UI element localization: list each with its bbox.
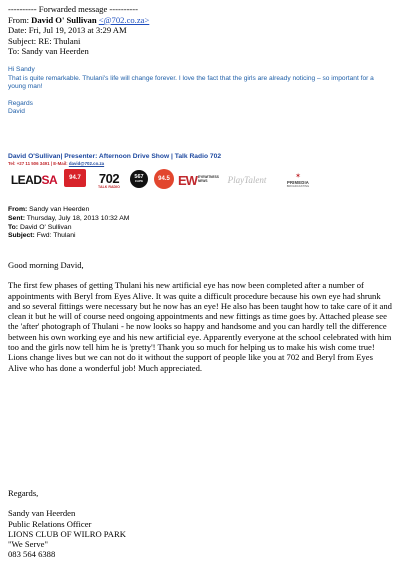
forward-to: To: Sandy van Heerden	[8, 46, 89, 57]
script-logo-text: PlayTalent	[227, 175, 267, 185]
forward-from-name: David O' Sullivan	[31, 14, 97, 25]
primedia-logo	[272, 168, 324, 192]
original-sent-line	[8, 215, 392, 224]
body-greeting: Good morning David,	[8, 260, 84, 270]
kfm-945-logo-text: 94.5	[158, 176, 170, 182]
closing-signature	[8, 488, 392, 560]
radio-947-logo-text: 94.7	[69, 175, 81, 181]
closing-role: Public Relations Officer	[8, 518, 92, 529]
kfm-945-logo	[154, 169, 174, 189]
original-subject-line	[8, 232, 392, 241]
eyewitness-news-logo-mark: EW	[178, 172, 197, 188]
radio-947-logo	[64, 169, 86, 187]
closing-regards: Regards,	[8, 488, 39, 498]
signature-contact-line	[8, 161, 392, 166]
signature-tel-label: Tel:	[8, 161, 17, 166]
original-message-header	[8, 206, 392, 241]
closing-org: LIONS CLUB OF WILRO PARK	[8, 528, 126, 539]
leadsa-logo-text-b: SA	[41, 173, 58, 187]
primedia-star-icon: ✶	[295, 172, 301, 180]
forward-from-email-link[interactable]: <@702.co.za>	[98, 14, 150, 25]
original-subject-label: Subject:	[8, 232, 35, 240]
forward-subject: Subject: RE: Thulani	[8, 35, 81, 46]
reply-message	[8, 66, 392, 117]
primedia-logo-name: PRIMEDIA	[286, 179, 310, 185]
original-to-line	[8, 224, 392, 233]
station-logo-strip	[8, 168, 338, 192]
talk-radio-702-logo-number: 702	[98, 170, 120, 186]
original-sent-label: Sent:	[8, 214, 25, 222]
original-to-label: To:	[8, 223, 19, 231]
script-logo	[224, 168, 270, 192]
message-body	[8, 260, 392, 373]
signature-email-label: E-Mail:	[53, 161, 69, 166]
signature-title-line: David O'Sullivan| Presenter: Afternoon Drive Show | Talk Radio 702	[8, 153, 222, 160]
cape-talk-567-logo-number: 567	[134, 173, 144, 180]
leadsa-logo	[8, 168, 60, 192]
forward-from-label: From:	[8, 14, 30, 25]
talk-radio-702-logo	[92, 168, 126, 192]
forward-date: Date: Fri, Jul 19, 2013 at 3:29 AM	[8, 25, 127, 36]
reply-body: That is quite remarkable. Thulani's life will change forever. I love the fact that the girls are already noticing – so important for a young man!	[8, 74, 374, 91]
eyewitness-news-logo	[178, 168, 222, 192]
closing-name: Sandy van Heerden	[8, 508, 76, 519]
talk-radio-702-logo-caption: TALK RADIO	[98, 184, 120, 189]
original-to-value: David O' Sullivan	[18, 223, 72, 231]
leadsa-logo-text-a: LEAD	[10, 173, 42, 187]
reply-signoff-name: David	[8, 108, 25, 116]
email-signature	[8, 153, 392, 166]
signature-email-link[interactable]: david@702.co.za	[68, 161, 105, 166]
signature-separator: |	[49, 161, 54, 166]
original-from-value: Sandy van Heerden	[27, 206, 90, 213]
original-from-label: From:	[8, 206, 28, 213]
reply-greeting: Hi Sandy	[8, 66, 35, 73]
original-from-line	[8, 206, 392, 215]
reply-regards: Regards	[8, 99, 33, 107]
eyewitness-news-logo-caption: EYEWITNESS NEWS	[197, 175, 219, 183]
body-paragraph: The first few phases of getting Thulani his new artificial eye has now been completed after a number of appointments with Beryl from Eyes Alive. It was quite a difficult procedure because his own eye had shrunk and so several fittings were necessary but he now has an eye! He also has been taught how to take care of it and clean it but he will of course need ongoing appointments and new fittings as time goes by. Attached please see the 'after' photograph of Thulani - he now looks so happy and handsome and you can hardly tell the difference between his own working eye and his new artificial eye. Apparently everyone at the school celebrated with him too and the girls now tell him he is 'pretty'! Thank you so much for helping us to make his wish come true! Lions change lives but we can not do it without the support of people like you at 702 and Beryl from Eyes Alive who has done a wonderful job! Much appreciated.	[8, 280, 392, 373]
cape-talk-567-logo-caption: CAPE	[134, 179, 144, 183]
original-subject-value: Fwd: Thulani	[34, 232, 76, 240]
closing-phone: 083 564 6388	[8, 549, 56, 560]
original-sent-value: Thursday, July 18, 2013 10:32 AM	[25, 214, 130, 222]
closing-motto: "We Serve"	[8, 539, 48, 550]
forwarded-header	[8, 4, 390, 57]
forward-from-line	[8, 15, 390, 26]
cape-talk-567-logo	[130, 170, 148, 188]
signature-tel-value: +27 11 506 3491	[16, 161, 50, 166]
primedia-logo-caption: BROADCASTING	[286, 183, 310, 188]
forward-divider: ---------- Forwarded message ----------	[8, 4, 139, 14]
